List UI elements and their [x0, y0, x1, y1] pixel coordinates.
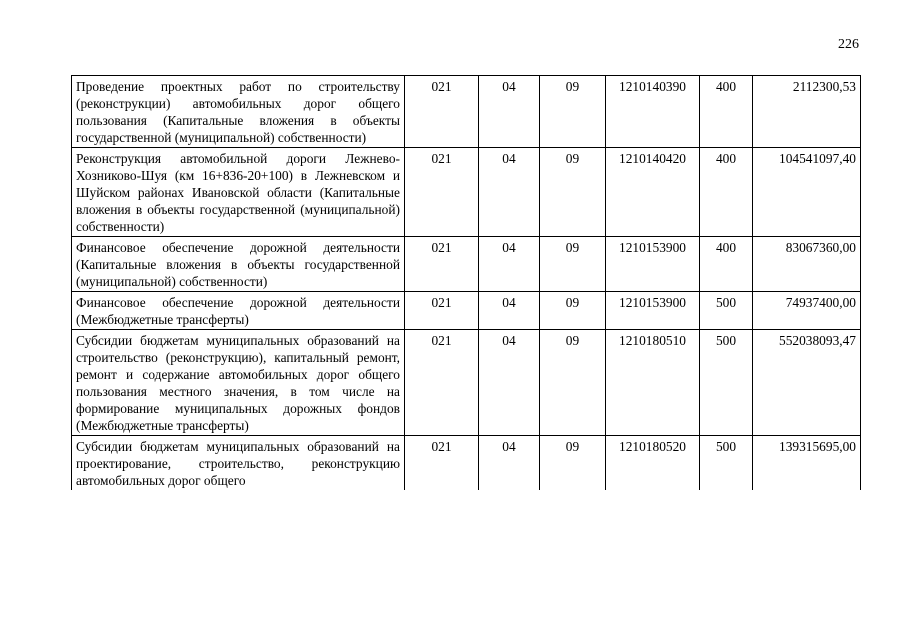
- table-row: [72, 76, 861, 148]
- row-section-code: 04: [479, 292, 540, 330]
- row-description: Субсидии бюджетам муниципальных образований на строительство (реконструкцию), капитальный ремонт, ремонт и содержание автомобильных дорог общего пользования местного значения, в том числе на формирование муниципальных дорожных фондов (Межбюджетные трансферты): [72, 330, 405, 436]
- row-grbs-code: 021: [405, 436, 479, 491]
- row-amount: 83067360,00: [753, 237, 861, 292]
- row-expense-type: 500: [700, 330, 753, 436]
- row-target-article: 1210153900: [606, 237, 700, 292]
- row-grbs-code: 021: [405, 237, 479, 292]
- row-grbs-code: 021: [405, 330, 479, 436]
- row-amount: 139315695,00: [753, 436, 861, 491]
- row-amount: 74937400,00: [753, 292, 861, 330]
- row-subsection-code: 09: [540, 76, 606, 148]
- table-row: [72, 330, 861, 436]
- row-subsection-code: 09: [540, 330, 606, 436]
- row-expense-type: 500: [700, 292, 753, 330]
- table-row: [72, 237, 861, 292]
- row-target-article: 1210180520: [606, 436, 700, 491]
- row-description: Финансовое обеспечение дорожной деятельности (Капитальные вложения в объекты государственной (муниципальной) собственности): [72, 237, 405, 292]
- table-row: [72, 148, 861, 237]
- budget-table: [71, 75, 861, 490]
- row-amount: 2112300,53: [753, 76, 861, 148]
- page-number: 226: [838, 37, 859, 52]
- row-amount: 552038093,47: [753, 330, 861, 436]
- row-expense-type: 400: [700, 76, 753, 148]
- row-subsection-code: 09: [540, 436, 606, 491]
- row-target-article: 1210140390: [606, 76, 700, 148]
- table-row: [72, 436, 861, 491]
- row-section-code: 04: [479, 436, 540, 491]
- row-target-article: 1210180510: [606, 330, 700, 436]
- row-expense-type: 400: [700, 237, 753, 292]
- row-description: Субсидии бюджетам муниципальных образований на проектирование, строительство, реконструкцию автомобильных дорог общего: [72, 436, 405, 491]
- row-expense-type: 500: [700, 436, 753, 491]
- row-section-code: 04: [479, 237, 540, 292]
- row-amount: 104541097,40: [753, 148, 861, 237]
- row-subsection-code: 09: [540, 292, 606, 330]
- row-description: Финансовое обеспечение дорожной деятельности (Межбюджетные трансферты): [72, 292, 405, 330]
- row-description: Реконструкция автомобильной дороги Лежнево-Хозниково-Шуя (км 16+836-20+100) в Лежневском и Шуйском районах Ивановской области (Капитальные вложения в объекты государственной (муниципальной) собственности): [72, 148, 405, 237]
- row-grbs-code: 021: [405, 76, 479, 148]
- row-section-code: 04: [479, 76, 540, 148]
- row-target-article: 1210140420: [606, 148, 700, 237]
- table-row: [72, 292, 861, 330]
- row-section-code: 04: [479, 148, 540, 237]
- row-target-article: 1210153900: [606, 292, 700, 330]
- row-expense-type: 400: [700, 148, 753, 237]
- row-section-code: 04: [479, 330, 540, 436]
- row-subsection-code: 09: [540, 237, 606, 292]
- row-grbs-code: 021: [405, 148, 479, 237]
- row-description: Проведение проектных работ по строительству (реконструкции) автомобильных дорог общего пользования (Капитальные вложения в объекты государственной (муниципальной) собственности): [72, 76, 405, 148]
- row-grbs-code: 021: [405, 292, 479, 330]
- row-subsection-code: 09: [540, 148, 606, 237]
